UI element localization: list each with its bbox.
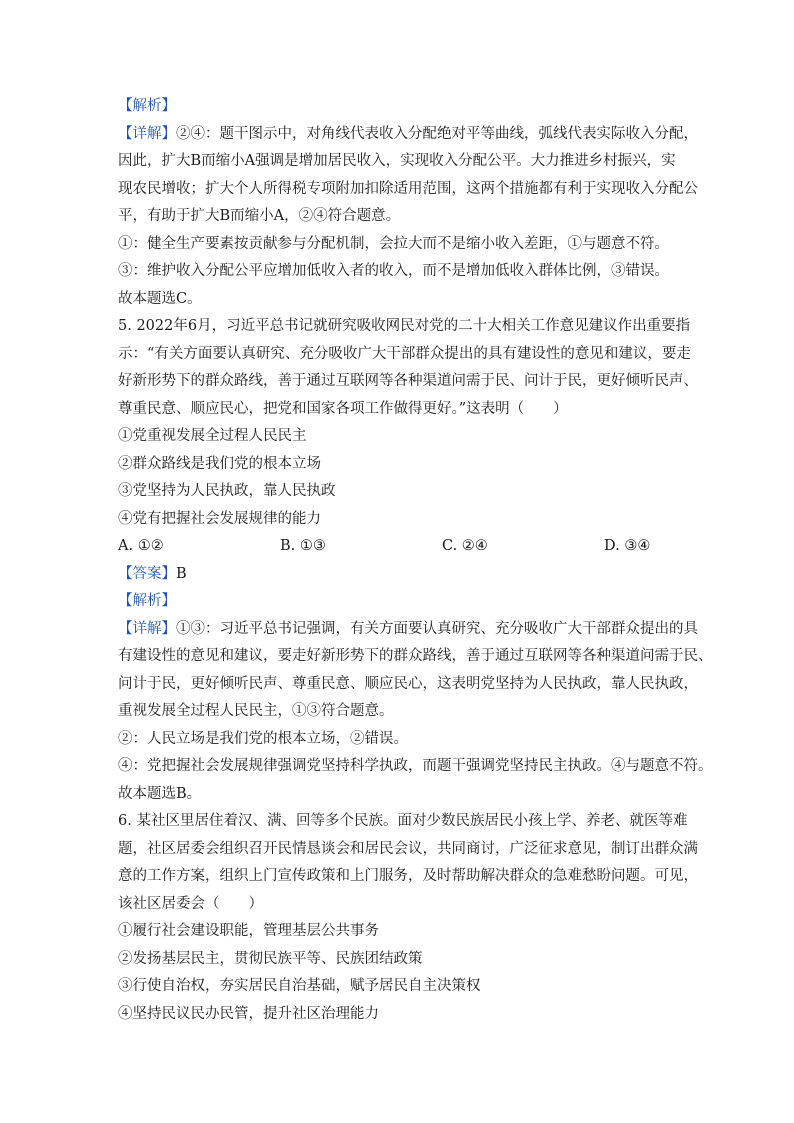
- text-line: [118, 176, 698, 204]
- line-text: ②发扬基层民主，贯彻民族平等、民族团结政策: [118, 950, 423, 967]
- line-text: 5. 2022年6月，习近平总书记就研究吸收网民对党的二十大相关工作意见建议作出重要指: [118, 318, 691, 334]
- line-text: ①党重视发展全过程人民民主: [118, 428, 307, 444]
- answer-options: [118, 533, 678, 561]
- text-line: [118, 451, 678, 479]
- text-line: [118, 726, 678, 754]
- line-text: ①履行社会建设职能，管理基层公共事务: [118, 923, 379, 939]
- section-tag: 【解析】: [118, 593, 176, 609]
- line-text: 题，社区居委会组织召开民情恳谈会和居民会议，共同商讨，广泛征求意见，制订出群众满: [118, 840, 698, 857]
- line-text: 示：“有关方面要认真研究、充分吸收广大干部群众提出的具有建设性的意见和建议，要走: [118, 345, 691, 362]
- text-line: [118, 753, 713, 781]
- line-text: 尊重民意、顺应民心，把党和国家各项工作做得更好。”这表明（ ）: [118, 400, 568, 417]
- answer-option: D. ③④: [604, 538, 651, 554]
- line-text: 6. 某社区里居住着汉、满、回等多个民族。面对少数民族居民小孩上学、养老、就医等难: [118, 813, 688, 829]
- line-text: 问计于民，更好倾听民声、尊重民意、顺应民心，这表明党坚持为人民执政，靠人民执政，: [118, 675, 698, 692]
- line-text: ②：人民立场是我们党的根本立场，②错误。: [118, 730, 408, 747]
- text-line: [118, 203, 678, 231]
- line-text: 故本题选B。: [118, 785, 202, 802]
- line-text: ③行使自治权，夯实居民自治基础，赋予居民自主决策权: [118, 978, 481, 994]
- line-text: 现农民增收；扩大个人所得税专项附加扣除适用范围，这两个措施都有利于实现收入分配公: [118, 180, 698, 197]
- text-line: [118, 478, 678, 506]
- section-tag: 【详解】: [118, 620, 176, 637]
- text-line: [118, 423, 678, 451]
- line-text: ③：维护收入分配公平应增加低收入者的收入，而不是增加低收入群体比例，③错误。: [118, 263, 669, 279]
- line-text: 因此，扩大B而缩小A强调是增加居民收入，实现收入分配公平。大力推进乡村振兴，实: [118, 153, 676, 169]
- line-text: ②群众路线是我们党的根本立场: [118, 455, 321, 472]
- line-text: 平，有助于扩大B而缩小A，②④符合题意。: [118, 208, 401, 224]
- text-line: [118, 231, 678, 259]
- section-tag: 【详解】: [118, 125, 176, 142]
- line-text: 该社区居委会（ ）: [118, 895, 263, 912]
- text-line: [118, 698, 678, 726]
- text-line: [118, 836, 698, 864]
- text-line: [118, 973, 678, 1001]
- text-line: [118, 643, 713, 671]
- text-line: [118, 148, 678, 176]
- text-line: [118, 561, 678, 589]
- text-line: [118, 286, 678, 314]
- text-line: [118, 313, 691, 341]
- line-text: ④坚持民议民办民管，提升社区治理能力: [118, 1005, 379, 1022]
- text-line: [118, 341, 691, 369]
- text-line: [118, 506, 678, 534]
- document-content: [118, 93, 713, 1028]
- line-text: B: [176, 565, 187, 582]
- answer-option: C. ②④: [442, 538, 488, 554]
- line-text: ②④：题干图示中，对角线代表收入分配绝对平等曲线，弧线代表实际收入分配，: [176, 125, 698, 142]
- text-line: [118, 863, 698, 891]
- line-text: ③党坚持为人民执政，靠人民执政: [118, 483, 336, 499]
- text-line: [118, 918, 678, 946]
- answer-option: A. ①②: [118, 538, 164, 554]
- line-text: 好新形势下的群众路线，善于通过互联网等各种渠道问需于民、问计于民，更好倾听民声、: [118, 373, 698, 389]
- text-line: [118, 588, 678, 616]
- text-line: [118, 808, 688, 836]
- line-text: 重视发展全过程人民民主，①③符合题意。: [118, 703, 394, 719]
- text-line: [118, 93, 678, 121]
- section-tag: 【答案】: [118, 565, 176, 582]
- line-text: ④党有把握社会发展规律的能力: [118, 510, 321, 527]
- line-text: 意的工作方案，组织上门宣传政策和上门服务，及时帮助解决群众的急难愁盼问题。可见，: [118, 868, 698, 884]
- text-line: [118, 781, 678, 809]
- text-line: [118, 671, 698, 699]
- text-line: [118, 616, 698, 644]
- text-line: [118, 1001, 678, 1029]
- section-tag: 【解析】: [118, 98, 176, 114]
- line-text: ①：健全生产要素按贡献参与分配机制，会拉大而不是缩小收入差距，①与题意不符。: [118, 235, 669, 252]
- line-text: ①③：习近平总书记强调，有关方面要认真研究、充分吸收广大干部群众提出的具: [176, 620, 698, 637]
- text-line: [118, 258, 678, 286]
- text-line: [118, 946, 678, 974]
- line-text: 故本题选C。: [118, 290, 202, 307]
- line-text: ④：党把握社会发展规律强调党坚持科学执政，而题干强调党坚持民主执政。④与题意不符。: [118, 758, 713, 774]
- line-text: 有建设性的意见和建议，要走好新形势下的群众路线，善于通过互联网等各种渠道问需于民、: [118, 648, 713, 664]
- text-line: [118, 891, 678, 919]
- text-line: [118, 396, 678, 424]
- text-line: [118, 121, 698, 149]
- answer-option: B. ①③: [280, 538, 326, 554]
- text-line: [118, 368, 698, 396]
